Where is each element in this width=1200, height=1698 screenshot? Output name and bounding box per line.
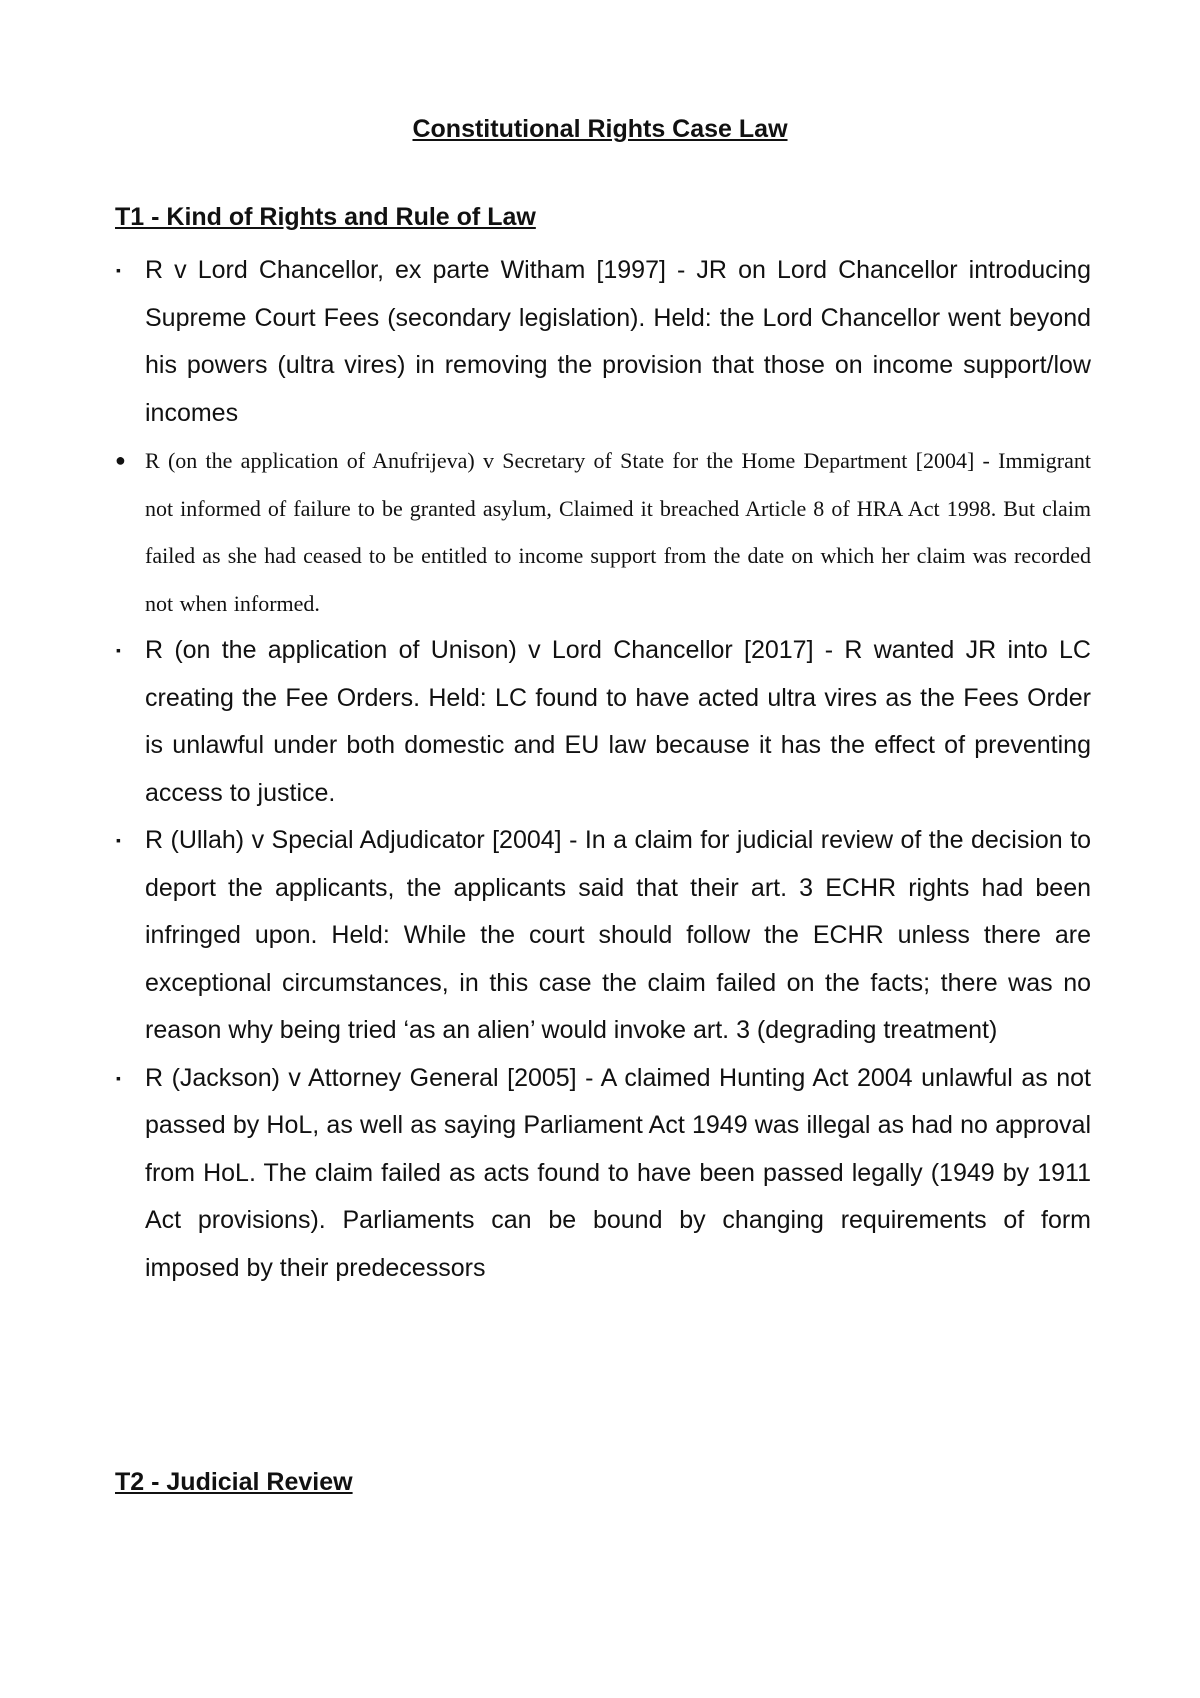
case-text: R (on the application of Unison) v Lord Chancellor [2017] - R wanted JR into LC creating the Fee Orders. Held: LC found to have acted ultra vires as the Fees Order is unlawful under both domestic and EU law because it has the effect of preventing access to justice. bbox=[145, 636, 1091, 807]
case-list-t1 bbox=[0, 247, 1200, 1292]
case-item-witham bbox=[116, 247, 1091, 437]
section-heading-t1: T1 - Kind of Rights and Rule of Law bbox=[115, 203, 536, 231]
document-title: Constitutional Rights Case Law bbox=[412, 115, 788, 143]
case-item-unison bbox=[116, 627, 1091, 817]
case-text: R (Jackson) v Attorney General [2005] - A claimed Hunting Act 2004 unlawful as not passed by HoL, as well as saying Parliament Act 1949 was illegal as had no approval from HoL. The claim failed as acts found to have been passed legally (1949 by 1911 Act provisions). Parliaments can be bound by changing requirements of form imposed by their predecessors bbox=[145, 1063, 1091, 1282]
case-text: R v Lord Chancellor, ex parte Witham [1997] - JR on Lord Chancellor introducing Supreme Court Fees (secondary legislation). Held: the Lord Chancellor went beyond his powers (ultra vires) in removing the provision that those on income support/low incomes bbox=[145, 256, 1091, 427]
case-text: R (Ullah) v Special Adjudicator [2004] - In a claim for judicial review of the decision to deport the applicants, the applicants said that their art. 3 ECHR rights had been infringed upon. Held: While the court should follow the ECHR unless there are exceptional circumstances, in this case the claim failed on the facts; there was no reason why being tried ‘as an alien’ would invoke art. 3 (degrading treatment) bbox=[145, 826, 1091, 1044]
case-item-jackson bbox=[116, 1055, 1091, 1293]
square-bullet-icon: ▪ bbox=[116, 1069, 121, 1086]
square-bullet-icon: ▪ bbox=[116, 262, 121, 278]
case-item-ullah bbox=[116, 817, 1091, 1055]
square-bullet-icon: ▪ bbox=[116, 832, 121, 848]
round-bullet-icon: ● bbox=[115, 450, 126, 470]
square-bullet-icon: ▪ bbox=[116, 642, 121, 658]
case-text: R (on the application of Anufrijeva) v Secretary of State for the Home Department [2004] - Immigrant not informed of failure to be granted asylum, Claimed it breached Article 8 of HRA Act 1998. But claim failed as she had ceased to be entitled to income support from the date on which her claim was recorded not when informed. bbox=[145, 448, 1091, 616]
section-heading-t2: T2 - Judicial Review bbox=[115, 1468, 353, 1496]
case-item-anufrijeva bbox=[115, 437, 1091, 627]
